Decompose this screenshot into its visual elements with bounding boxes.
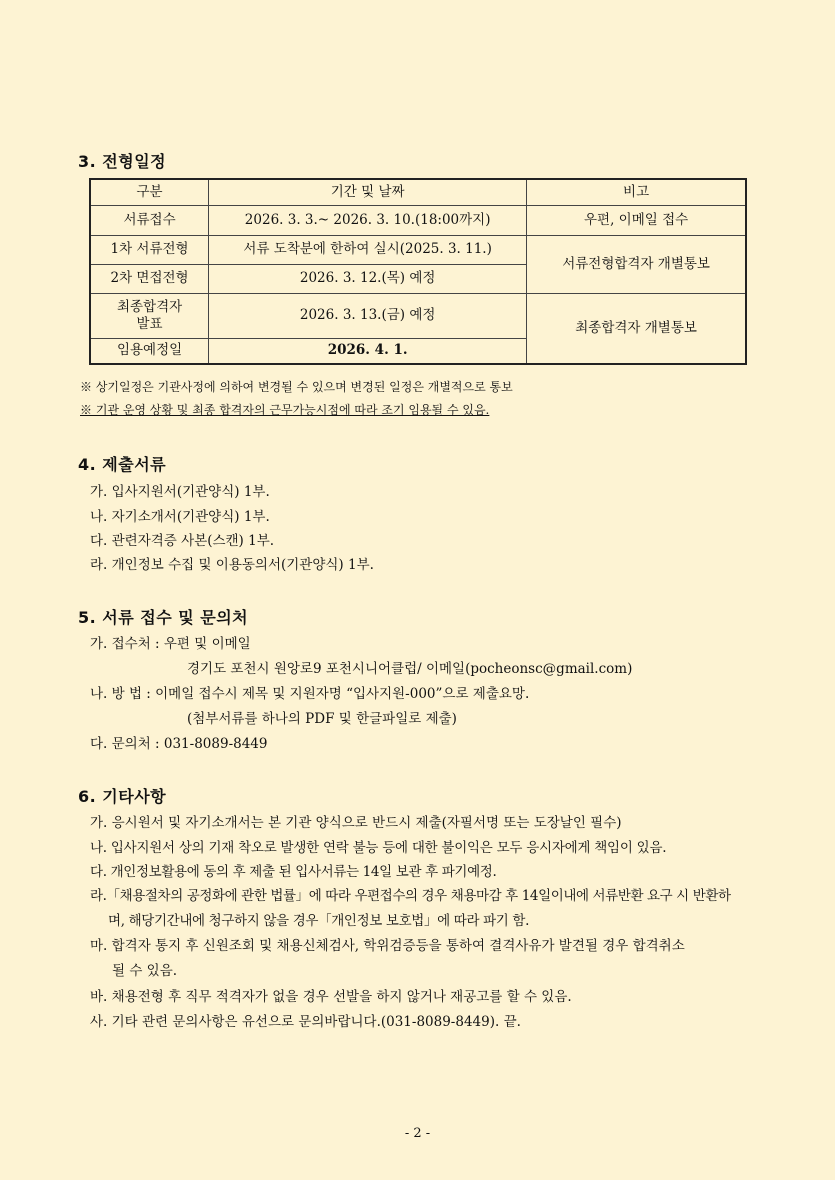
schedule-note-underlined: ※ 기관 운영 상황 및 최종 합격자의 근무가능시점에 따라 조기 임용될 수 있음. xyxy=(80,403,490,417)
table-row xyxy=(90,235,746,264)
section-5-heading: 5. 서류 접수 및 문의처 xyxy=(78,608,249,627)
misc-item: 가. 응시원서 및 자기소개서는 본 기관 양식으로 반드시 제출(자필서명 또는 도장날인 필수) xyxy=(90,815,622,831)
stage-cell: 임용예정일 xyxy=(90,338,209,364)
document-item: 나. 자기소개서(기관양식) 1부. xyxy=(90,509,270,525)
document-item: 라. 개인정보 수집 및 이용동의서(기관양식) 1부. xyxy=(90,557,374,573)
stage-cell: 2차 면접전형 xyxy=(90,264,209,293)
note-cell: 서류전형합격자 개별통보 xyxy=(527,235,746,293)
misc-item: 다. 개인정보활용에 동의 후 제출 된 입사서류는 14일 보관 후 파기예정. xyxy=(90,864,497,880)
note-cell: 최종합격자 개별통보 xyxy=(527,293,746,364)
misc-item-continued: 며, 해당기간내에 청구하지 않을 경우「개인정보 보호법」에 따라 파기 함. xyxy=(108,913,530,929)
section-4-heading: 4. 제출서류 xyxy=(78,455,167,474)
note-cell: 우편, 이메일 접수 xyxy=(527,205,746,235)
misc-item: 바. 채용전형 후 직무 적격자가 없을 경우 선발을 하지 않거나 재공고를 할 수 있음. xyxy=(90,989,572,1005)
header-cell: 구분 xyxy=(90,179,209,205)
stage-cell: 1차 서류전형 xyxy=(90,235,209,264)
page-number: - 2 - xyxy=(404,1126,431,1141)
period-cell: 2026. 3. 13.(금) 예정 xyxy=(209,293,527,338)
misc-item: 나. 입사지원서 상의 기재 착오로 발생한 연락 불능 등에 대한 불이익은 모두 응시자에게 책임이 있음. xyxy=(90,840,667,856)
table-header-row xyxy=(90,179,746,205)
stage-cell: 최종합격자 발표 xyxy=(90,293,209,338)
period-cell: 2026. 4. 1. xyxy=(209,338,527,364)
method-line: 나. 방 법 : 이메일 접수시 제목 및 지원자명 “입사지원-000”으로 제출요망. xyxy=(90,686,530,702)
period-cell: 2026. 3. 12.(목) 예정 xyxy=(209,264,527,293)
misc-item: 사. 기타 관련 문의사항은 유선으로 문의바랍니다.(031-8089-8449). 끝. xyxy=(90,1014,521,1030)
document-item: 다. 관련자격증 사본(스캔) 1부. xyxy=(90,533,275,549)
schedule-note: ※ 상기일정은 기관사정에 의하여 변경될 수 있으며 변경된 일정은 개별적으로 통보 xyxy=(80,380,513,394)
table-row xyxy=(90,293,746,338)
method-detail-line: (첨부서류를 하나의 PDF 및 한글파일로 제출) xyxy=(187,711,457,727)
stage-cell: 서류접수 xyxy=(90,205,209,235)
misc-item: 마. 합격자 통지 후 신원조회 및 채용신체검사, 학위검증등을 통하여 결격사유가 발견될 경우 합격취소 xyxy=(90,938,685,954)
period-cell: 서류 도착분에 한하여 실시(2025. 3. 11.) xyxy=(209,235,527,264)
phone-line: 다. 문의처 : 031-8089-8449 xyxy=(90,736,268,752)
section-6-heading: 6. 기타사항 xyxy=(78,787,167,806)
misc-item: 라.「채용절차의 공정화에 관한 법률」에 따라 우편접수의 경우 채용마감 후 14일이내에 서류반환 요구 시 반환하 xyxy=(90,888,731,904)
header-cell: 기간 및 날짜 xyxy=(209,179,527,205)
header-cell: 비고 xyxy=(527,179,746,205)
misc-item-continued: 될 수 있음. xyxy=(112,963,178,979)
contact-line: 가. 접수처 : 우편 및 이메일 xyxy=(90,636,251,652)
address-line: 경기도 포천시 원앙로9 포천시니어클럽/ 이메일(pocheonsc@gmail.com) xyxy=(187,661,633,677)
table-row xyxy=(90,205,746,235)
period-cell: 2026. 3. 3.~ 2026. 3. 10.(18:00까지) xyxy=(209,205,527,235)
document-item: 가. 입사지원서(기관양식) 1부. xyxy=(90,484,270,500)
section-3-heading: 3. 전형일정 xyxy=(78,152,167,171)
schedule-table xyxy=(89,178,747,365)
